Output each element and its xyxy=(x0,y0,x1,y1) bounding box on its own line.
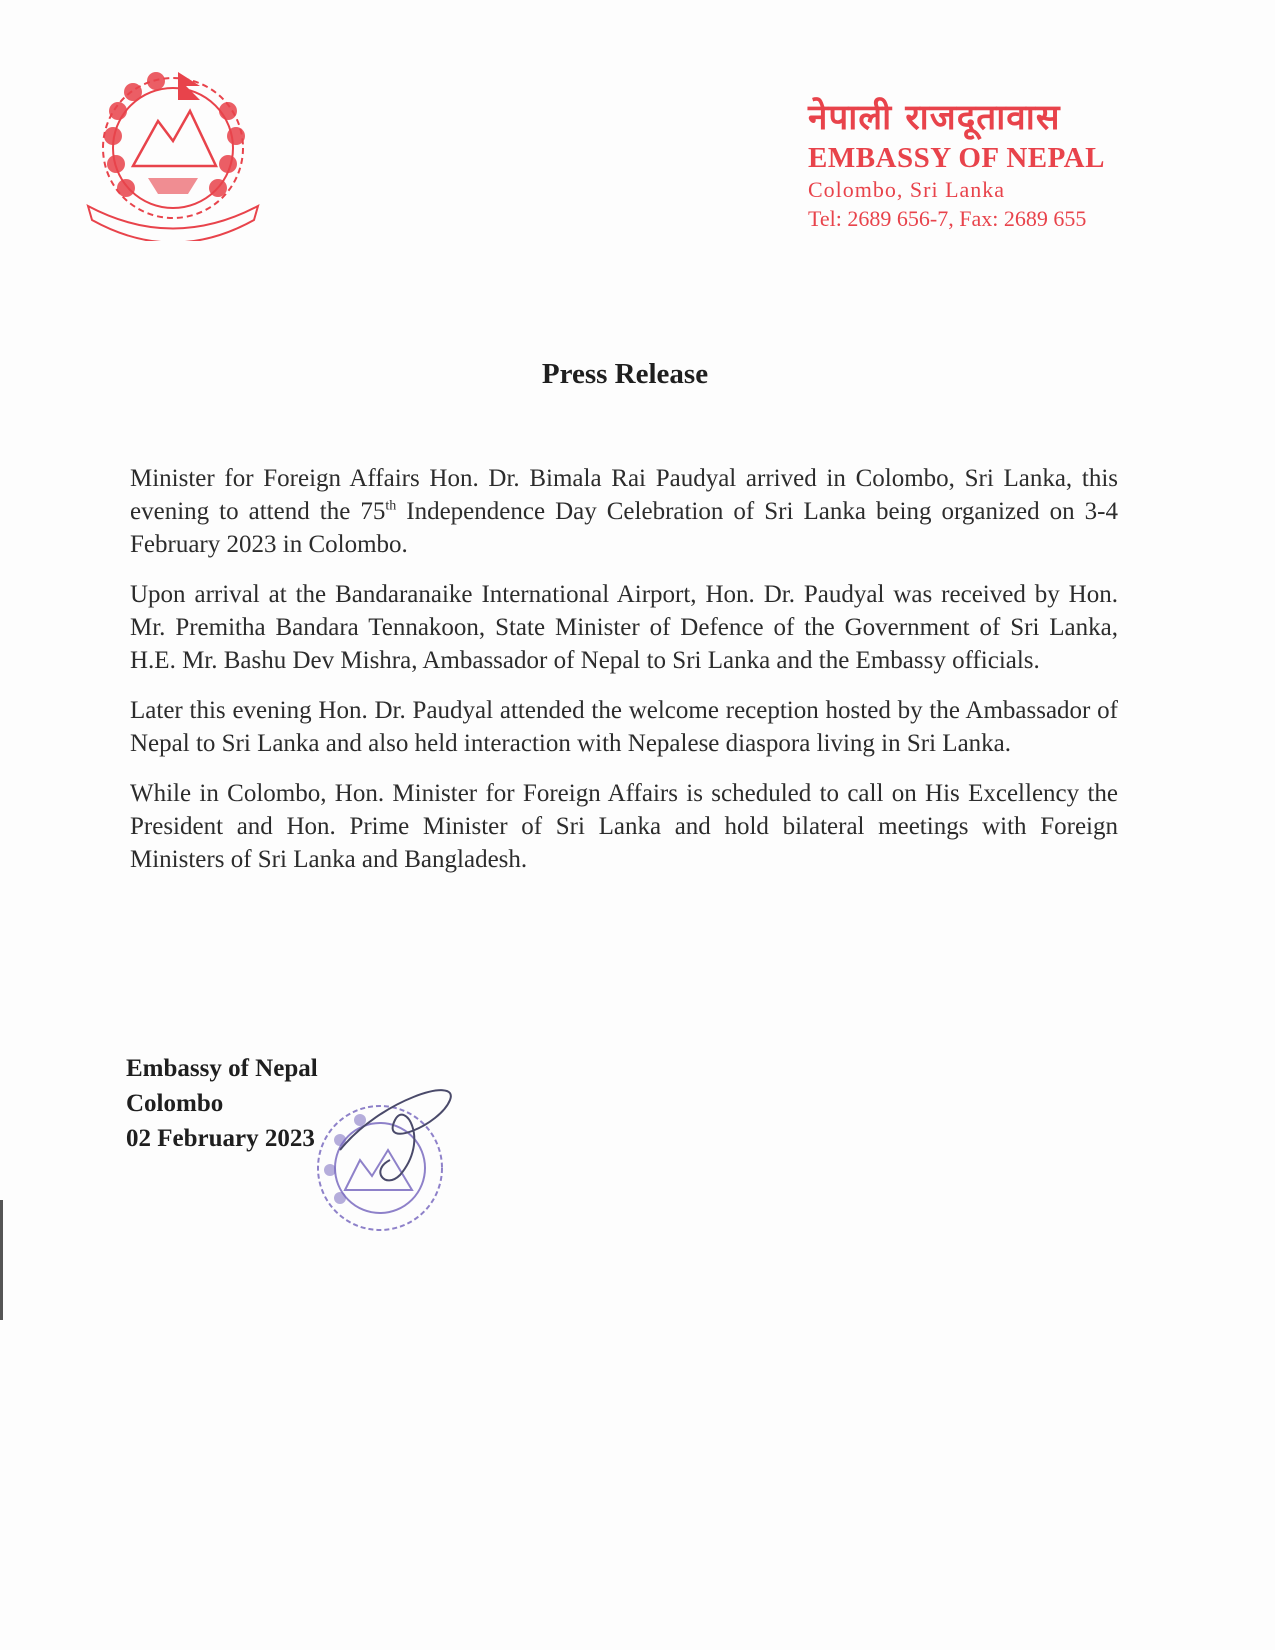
page-title: Press Release xyxy=(541,358,709,390)
signature-date: 02 February 2023 xyxy=(126,1125,315,1152)
paragraph-2: Upon arrival at the Bandaranaike International Airport, Hon. Dr. Paudyal was received by Hon. Mr. Premitha Bandara Tennakoon, State Minister of Defence of the Government of Sri Lanka, H.E. Mr. Bashu Dev Mishra, Ambassador of Nepal to Sri Lanka and the Embassy officials. xyxy=(130,581,1118,674)
paragraph-1-text-end: Independence Day Celebration of Sri Lanka being organized on 3-4 February 2023 in Colombo. xyxy=(130,498,1118,558)
embassy-name-english: EMBASSY OF NEPAL xyxy=(808,142,1105,174)
embassy-stamp-icon xyxy=(300,1080,490,1260)
scan-edge-mark xyxy=(0,1200,3,1320)
embassy-contact: Tel: 2689 656-7, Fax: 2689 655 xyxy=(808,206,1087,231)
press-release-body xyxy=(130,462,1118,893)
embassy-name-nepali: नेपाली राजदूतावास xyxy=(808,98,1061,138)
nepal-coat-of-arms-icon xyxy=(78,66,268,241)
ordinal-suffix: th xyxy=(385,498,397,514)
paragraph-1-text: Minister for Foreign Affairs Hon. Dr. Bimala Rai Paudyal arrived in Colombo, Sri Lanka, this evening to attend the 75 xyxy=(130,465,1118,525)
signature-org: Embassy of Nepal xyxy=(126,1055,318,1082)
embassy-city: Colombo, Sri Lanka xyxy=(808,177,1006,202)
paragraph-3: Later this evening Hon. Dr. Paudyal attended the welcome reception hosted by the Ambassador of Nepal to Sri Lanka and also held interaction with Nepalese diaspora living in Sri Lanka. xyxy=(130,697,1118,757)
signature-city: Colombo xyxy=(126,1090,224,1117)
letterhead xyxy=(808,96,1208,234)
paragraph-1 xyxy=(130,462,1118,561)
signature-block xyxy=(126,1051,318,1156)
paragraph-4: While in Colombo, Hon. Minister for Foreign Affairs is scheduled to call on His Excellency the President and Hon. Prime Minister of Sri Lanka and hold bilateral meetings with Foreign Ministers of Sri Lanka and Bangladesh. xyxy=(130,780,1118,873)
